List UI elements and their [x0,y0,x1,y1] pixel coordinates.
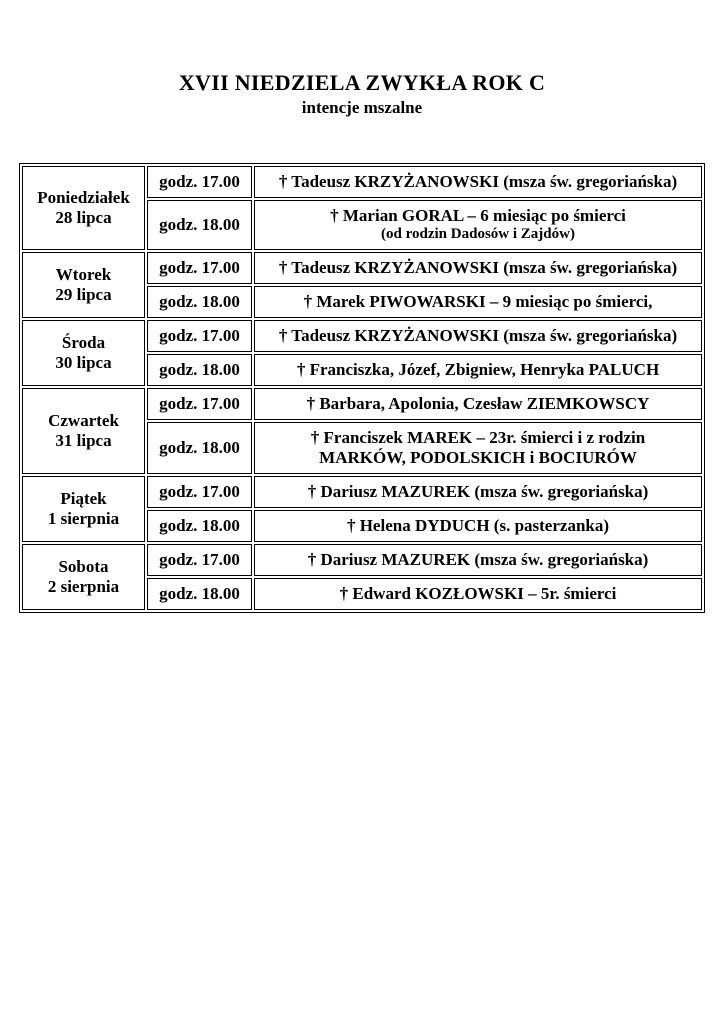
day-name: Sobota [58,556,109,576]
day-group-tuesday [22,252,702,318]
intention-line1: † Barbara, Apolonia, Czesław ZIEMKOWSCY [306,393,650,413]
mass-time: godz. 17.00 [147,388,252,420]
mass-row [22,252,702,284]
mass-intention [254,476,702,508]
intention-line1: † Tadeusz KRZYŻANOWSKI (msza św. gregoriańska) [278,171,678,191]
day-name: Poniedziałek [37,187,130,207]
day-name: Piątek [60,488,107,508]
mass-row [22,544,702,576]
page-subtitle: intencje mszalne [301,98,423,118]
mass-intention [254,252,702,284]
day-group-monday [22,166,702,250]
day-date: 30 lipca [55,352,112,372]
intention-line1: † Marian GORAL – 6 miesiąc po śmierci [330,205,626,225]
mass-intention [254,320,702,352]
day-name: Czwartek [48,410,119,430]
mass-intention [254,388,702,420]
intention-line1: † Franciszka, Józef, Zbigniew, Henryka PALUCH [296,359,660,379]
day-cell [22,476,145,542]
day-cell [22,388,145,474]
mass-intention [254,354,702,386]
intention-line1: † Edward KOZŁOWSKI – 5r. śmierci [339,584,617,604]
mass-intention [254,422,702,474]
mass-row [22,476,702,508]
mass-time: godz. 17.00 [147,320,252,352]
mass-time: godz. 18.00 [147,286,252,318]
mass-time: godz. 18.00 [147,200,252,250]
day-date: 1 sierpnia [47,508,120,528]
day-group-friday [22,476,702,542]
mass-row [22,320,702,352]
intention-line1: † Tadeusz KRZYŻANOWSKI (msza św. gregoriańska) [278,257,678,277]
day-group-thursday [22,388,702,474]
day-date: 31 lipca [55,430,112,450]
day-group-wednesday [22,320,702,386]
day-cell [22,320,145,386]
mass-time: godz. 18.00 [147,510,252,542]
day-date: 28 lipca [55,207,112,227]
mass-intention [254,544,702,576]
mass-intention [254,510,702,542]
intention-line1: † Dariusz MAZUREK (msza św. gregoriańska) [307,549,649,569]
intention-line1: † Dariusz MAZUREK (msza św. gregoriańska) [307,481,649,501]
mass-row [22,388,702,420]
day-name: Środa [61,332,106,352]
intention-line1: † Franciszek MAREK – 23r. śmierci i z rodzin [310,427,646,447]
intention-line2: MARKÓW, PODOLSKICH i BOCIURÓW [319,447,637,467]
mass-intention [254,286,702,318]
mass-time: godz. 17.00 [147,252,252,284]
day-name: Wtorek [55,264,112,284]
mass-row [22,166,702,198]
day-date: 2 sierpnia [47,577,120,597]
mass-schedule-table [19,163,705,613]
day-date: 29 lipca [55,284,112,304]
day-group-saturday [22,544,702,610]
intention-line2: (od rodzin Dadosów i Zajdów) [381,225,575,242]
mass-intention [254,578,702,610]
mass-time: godz. 17.00 [147,166,252,198]
mass-intention [254,166,702,198]
intention-line1: † Tadeusz KRZYŻANOWSKI (msza św. gregoriańska) [278,325,678,345]
mass-time: godz. 17.00 [147,476,252,508]
document-header [20,70,704,119]
day-cell [22,544,145,610]
mass-intention [254,200,702,250]
mass-time: godz. 18.00 [147,578,252,610]
day-cell [22,252,145,318]
intention-line1: † Marek PIWOWARSKI – 9 miesiąc po śmierci, [303,291,653,311]
intention-line1: † Helena DYDUCH (s. pasterzanka) [346,515,610,535]
mass-time: godz. 18.00 [147,354,252,386]
day-cell [22,166,145,250]
mass-time: godz. 18.00 [147,422,252,474]
mass-time: godz. 17.00 [147,544,252,576]
page-title: XVII NIEDZIELA ZWYKŁA ROK C [178,70,546,95]
